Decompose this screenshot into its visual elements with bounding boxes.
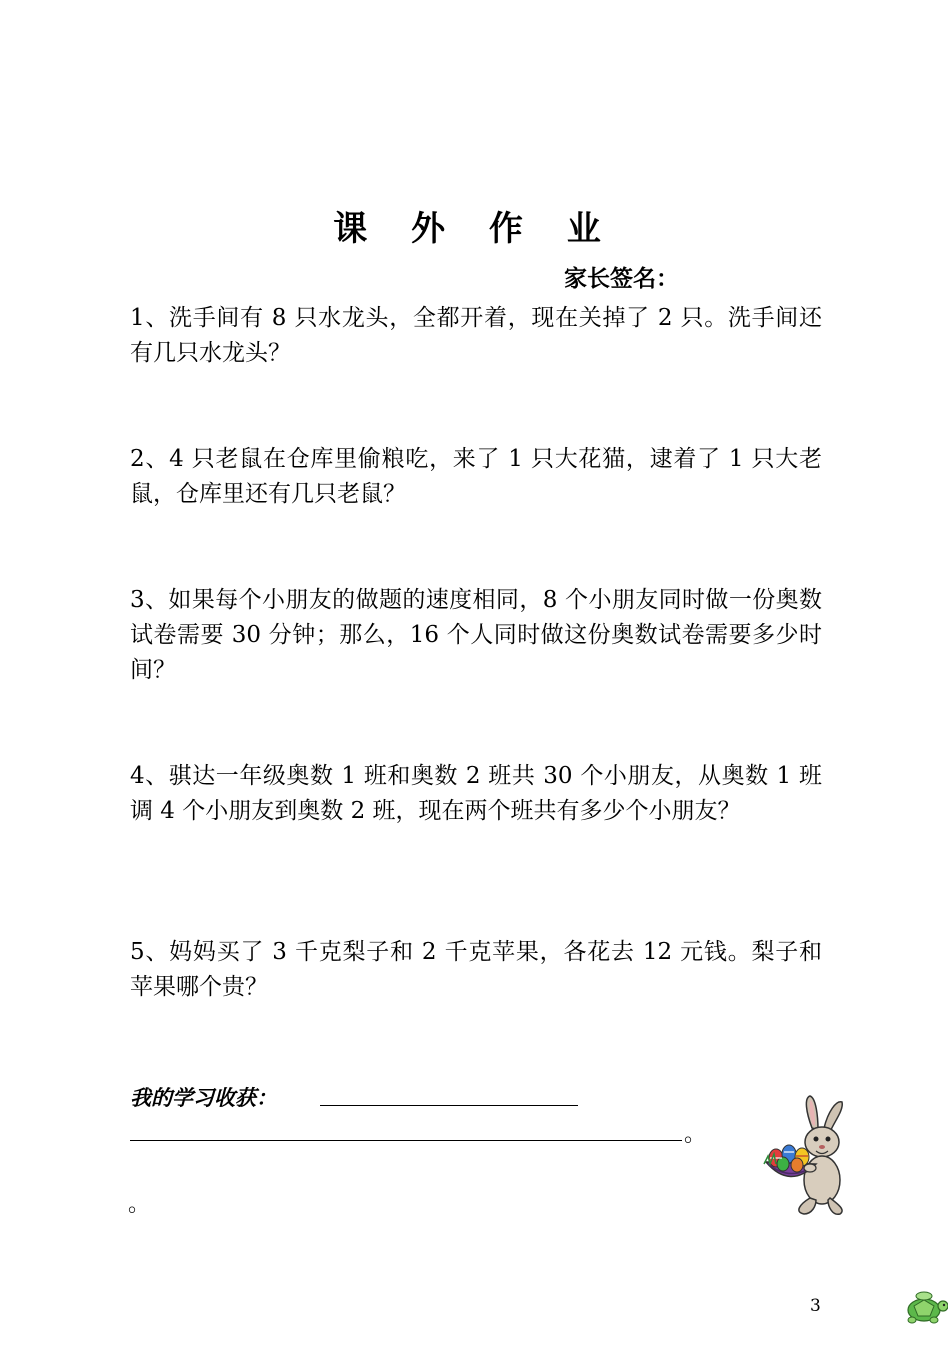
parent-signature-label: 家长签名：: [564, 266, 679, 292]
answer-line-1[interactable]: [320, 1105, 578, 1106]
question-3: 3、如果每个小朋友的做题的速度相同，8 个小朋友同时做一份奥数试卷需要 30 分钟；那么，16 个人同时做这份奥数试卷需要多少时间？: [130, 587, 822, 683]
rabbit-with-easter-eggs-icon: [760, 1094, 855, 1218]
answer-line-2[interactable]: [130, 1140, 682, 1141]
page-number: 3: [810, 1296, 821, 1316]
question-5: 5、妈妈买了 3 千克梨子和 2 千克苹果，各花去 12 元钱。梨子和苹果哪个贵？: [130, 939, 822, 1000]
line-end-period: 。: [684, 1122, 707, 1147]
closing-period: 。: [128, 1192, 151, 1217]
turtle-icon: [900, 1290, 948, 1326]
question-4: 4、骐达一年级奥数 1 班和奥数 2 班共 30 个小朋友，从奥数 1 班调 4 个小朋友到奥数 2 班，现在两个班共有多少个小朋友？: [130, 763, 822, 824]
question-2: 2、4 只老鼠在仓库里偷粮吃，来了 1 只大花猫，逮着了 1 只大老鼠，仓库里还有几只老鼠？: [130, 446, 822, 507]
learning-harvest-label: 我的学习收获：: [130, 1086, 277, 1110]
page-title: 课 外 作 业: [333, 209, 617, 249]
question-1: 1、洗手间有 8 只水龙头，全都开着，现在关掉了 2 只。洗手间还有几只水龙头？: [130, 305, 822, 366]
